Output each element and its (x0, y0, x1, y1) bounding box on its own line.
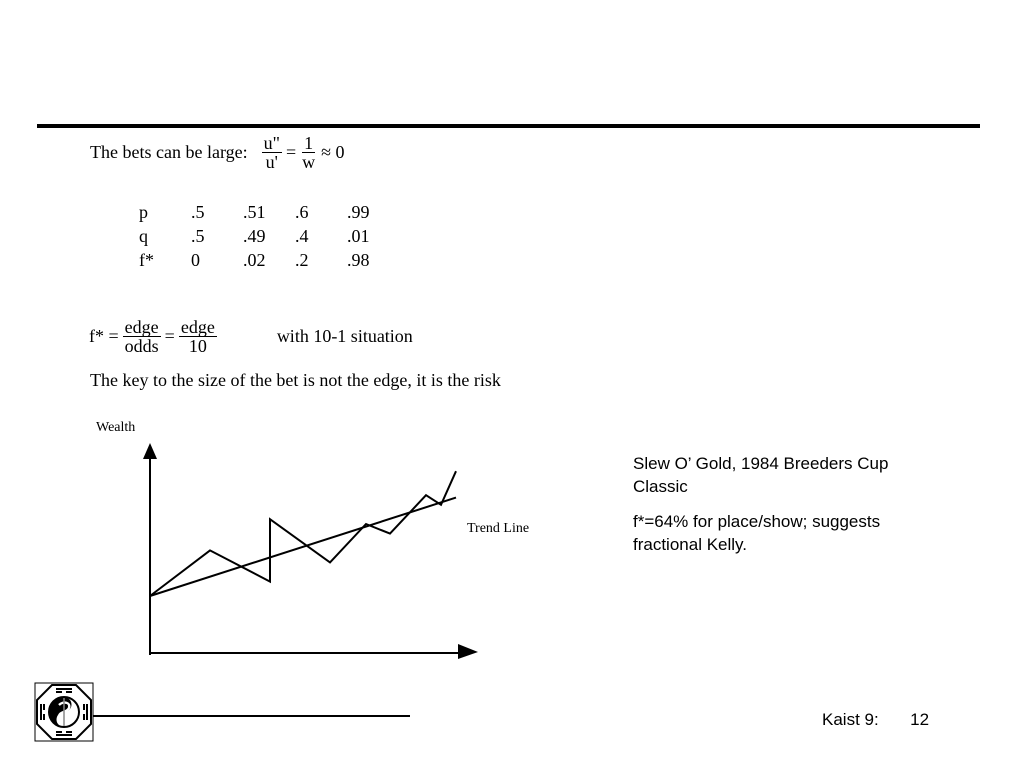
table-cell: .98 (347, 249, 370, 270)
one-over-w-numerator: 1 (304, 133, 314, 153)
table-cell: .4 (295, 225, 309, 246)
footer (822, 708, 929, 731)
odds-denominator: odds (124, 336, 159, 356)
table-row (139, 248, 387, 272)
table-cell: .02 (243, 249, 266, 270)
row-label: p (139, 201, 148, 222)
edge-numerator-2: edge (180, 317, 215, 337)
x-axis-arrow-icon (458, 644, 478, 659)
approx-zero: ≈ 0 (321, 142, 345, 162)
edge-odds-fraction (123, 318, 161, 355)
bagua-logo-icon (34, 682, 94, 742)
table-cell: .49 (243, 225, 266, 246)
wealth-path (150, 471, 456, 596)
kelly-equation (89, 318, 417, 355)
u-ratio-numerator: u" (263, 133, 280, 153)
page-number: 12 (910, 710, 930, 729)
wealth-trend-diagram (90, 412, 560, 672)
one-over-w-denominator: w (302, 152, 316, 172)
y-axis-arrow-icon (143, 443, 157, 459)
footer-label: Kaist 9: (822, 710, 879, 729)
table-cell: 0 (191, 249, 200, 270)
table-row (139, 200, 387, 224)
equals-sign: = (164, 326, 175, 346)
row-label: q (139, 225, 148, 246)
bets-label: The bets can be large: (90, 142, 248, 162)
table-cell: .51 (243, 201, 266, 222)
table-cell: .6 (295, 201, 309, 222)
notes (633, 452, 933, 556)
key-statement: The key to the size of the bet is not the edge, it is the risk (90, 370, 501, 390)
equals-sign: = (285, 142, 297, 162)
situation-note: with 10-1 situation (276, 326, 413, 346)
bets-equation (90, 134, 349, 171)
u-ratio-denominator: u' (265, 152, 278, 172)
note-kelly: f*=64% for place/show; suggests fractional Kelly. (633, 512, 881, 554)
wealth-axis-label: Wealth (96, 420, 136, 435)
table-cell: .2 (295, 249, 309, 270)
ten-denominator: 10 (188, 336, 207, 356)
table-cell: .5 (191, 201, 205, 222)
row-label: f* (139, 249, 154, 270)
table-row (139, 224, 387, 248)
edge-ten-fraction (179, 318, 217, 355)
u-ratio-fraction (262, 134, 282, 171)
edge-numerator: edge (124, 317, 159, 337)
footer-rule (93, 715, 410, 717)
probability-table (139, 200, 387, 272)
table-cell: .5 (191, 225, 205, 246)
table-cell: .99 (347, 201, 370, 222)
table-cell: .01 (347, 225, 370, 246)
kelly-lhs: f* = (89, 326, 119, 346)
trend-line-label: Trend Line (467, 521, 530, 536)
note-race: Slew O’ Gold, 1984 Breeders Cup Classic (633, 454, 889, 496)
top-rule (37, 124, 980, 128)
one-over-w-fraction (300, 134, 317, 171)
